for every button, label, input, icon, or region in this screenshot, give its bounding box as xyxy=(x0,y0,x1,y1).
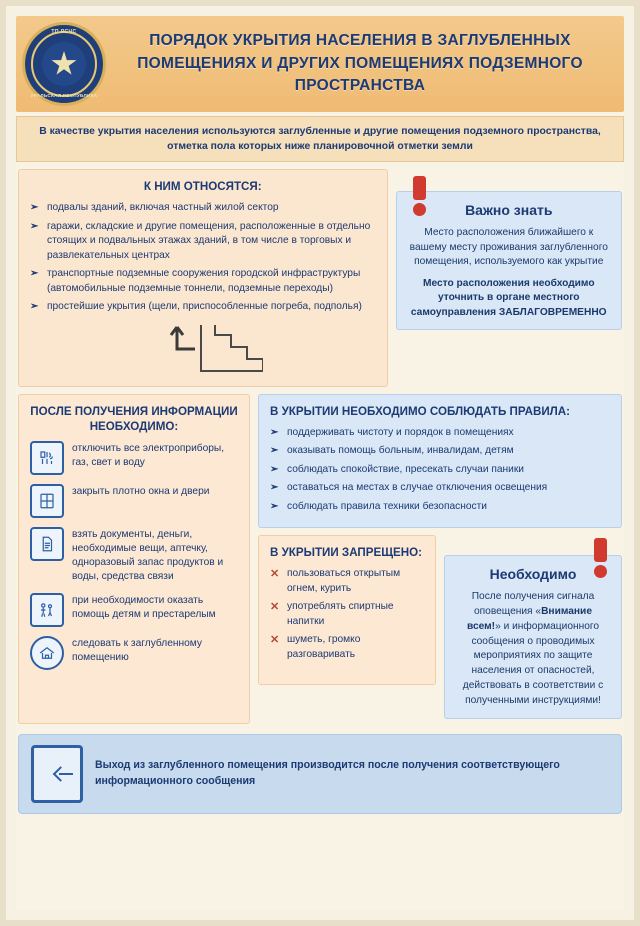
list-item-label: шуметь, громко разговаривать xyxy=(287,634,361,660)
list-item xyxy=(270,500,610,514)
forbidden-title: В УКРЫТИИ ЗАПРЕЩЕНО: xyxy=(270,546,423,560)
list-item-label: простейшие укрытия (щели, приспособленные погреба, подполья) xyxy=(47,301,362,313)
list-item xyxy=(30,300,376,314)
exclamation-icon xyxy=(411,176,429,216)
important-card xyxy=(396,191,622,330)
bullet-arrow-icon: ➢ xyxy=(30,301,39,313)
window-door-icon xyxy=(30,484,64,518)
star-icon xyxy=(51,51,77,77)
list-item xyxy=(30,593,238,627)
list-item-label: гаражи, складские и другие помещения, расположенные в отдельно стоящих и подвальных этажах зданий, в том числе в торговых и развлекательных центрах xyxy=(47,220,371,261)
necessary-text-after: » и информационного сообщения о проводимых мероприятиях по защите населения от опасностей, действовать в соответствии с полученными инструкциями! xyxy=(462,620,604,706)
cross-icon: ✕ xyxy=(270,634,280,647)
bullet-arrow-icon: ➢ xyxy=(270,500,279,512)
emblem-bottom-text: УРАЛЬСКАЯ РЕСПУБЛИКА xyxy=(30,93,98,98)
subtitle-banner: В качестве укрытия населения используются заглубленные и другие помещения подземного пространства, отметка пола которых ниже планировочной отметки земли xyxy=(16,116,624,162)
list-item xyxy=(30,441,238,475)
list-item xyxy=(270,600,424,629)
list-item xyxy=(30,220,376,263)
page-title: ПОРЯДОК УКРЫТИЯ НАСЕЛЕНИЯ В ЗАГЛУБЛЕННЫХ ПОМЕЩЕНИЯХ И ДРУГИХ ПОМЕЩЕНИЯХ ПОДЗЕМНОГО ПРОСТРАНСТВА xyxy=(137,32,583,95)
rules-list xyxy=(270,426,610,514)
important-text: Место расположения ближайшего к вашему месту проживания заглубленного помещения, используемого как укрытие xyxy=(409,227,608,268)
list-item-label: отключить все электроприборы, газ, свет и воду xyxy=(72,442,225,468)
emblem-icon xyxy=(22,22,106,106)
list-item xyxy=(270,444,610,458)
after-info-card xyxy=(18,394,250,724)
list-item-label: взять документы, деньги, необходимые вещи, аптечку, одноразовый запас продуктов и воды, средства связи xyxy=(72,528,224,582)
bullet-arrow-icon: ➢ xyxy=(270,463,279,475)
list-item-label: транспортные подземные сооружения городской инфраструктуры (автомобильные подземные тоннели, подземные переходы) xyxy=(47,268,361,294)
forbidden-list xyxy=(270,567,424,662)
list-item-label: следовать к заглубленному помещению xyxy=(72,638,203,664)
list-item xyxy=(270,633,424,662)
list-item xyxy=(30,201,376,215)
list-item xyxy=(270,426,610,440)
important-bold-text: Место расположения необходимо уточнить в органе местного самоуправления ЗАБЛАГОВРЕМЕННО xyxy=(410,277,607,318)
necessary-card xyxy=(444,555,622,718)
list-item-label: пользоваться открытым огнем, курить xyxy=(287,568,401,594)
bullet-arrow-icon: ➢ xyxy=(30,220,39,232)
emblem-top-text: ТП РСЧС xyxy=(51,29,77,35)
list-item xyxy=(30,267,376,296)
help-people-icon xyxy=(30,593,64,627)
forbidden-card xyxy=(258,535,436,685)
bullet-arrow-icon: ➢ xyxy=(270,426,279,438)
necessary-text xyxy=(456,590,610,708)
list-item-label: соблюдать правила техники безопасности xyxy=(287,500,487,512)
list-item xyxy=(30,527,238,584)
bullet-arrow-icon: ➢ xyxy=(270,445,279,457)
list-item-label: подвалы зданий, включая частный жилой сектор xyxy=(47,202,279,214)
documents-icon xyxy=(30,527,64,561)
bullet-arrow-icon: ➢ xyxy=(30,268,39,280)
list-item-label: поддерживать чистоту и порядок в помещениях xyxy=(287,426,514,438)
poster-inner xyxy=(16,16,624,910)
list-item-label: употреблять спиртные напитки xyxy=(287,601,394,627)
poster-header xyxy=(16,16,624,112)
after-info-list xyxy=(30,441,238,670)
stairs-icon xyxy=(30,319,376,377)
row-top xyxy=(16,169,624,386)
list-item xyxy=(270,481,610,495)
list-item xyxy=(30,636,238,670)
list-item-label: соблюдать спокойствие, пресекать случаи паники xyxy=(287,463,525,475)
rules-title: В УКРЫТИИ НЕОБХОДИМО СОБЛЮДАТЬ ПРАВИЛА: xyxy=(270,404,571,418)
necessary-title: Необходимо xyxy=(489,566,577,583)
list-item-label: закрыть плотно окна и двери xyxy=(72,485,210,497)
included-title: К НИМ ОТНОСЯТСЯ: xyxy=(143,180,262,194)
list-item-label: оставаться на местах в случае отключения освещения xyxy=(287,482,548,494)
exclamation-icon xyxy=(591,538,609,578)
row-bottom xyxy=(258,535,622,718)
after-info-title: ПОСЛЕ ПОЛУЧЕНИЯ ИНФОРМАЦИИ НЕОБХОДИМО: xyxy=(30,404,238,433)
list-item xyxy=(270,463,610,477)
shelter-icon xyxy=(30,636,64,670)
cross-icon: ✕ xyxy=(270,568,280,581)
footer-text: Выход из заглубленного помещения производится после получения соответствующего информационного сообщения xyxy=(95,759,560,787)
power-water-icon xyxy=(30,441,64,475)
exit-door-icon xyxy=(31,745,83,803)
included-list xyxy=(30,201,376,314)
important-title: Важно знать xyxy=(465,202,553,219)
row-middle xyxy=(16,394,624,724)
list-item-label: при необходимости оказать помощь детям и престарелым xyxy=(72,595,216,621)
footer-banner xyxy=(18,734,622,814)
list-item xyxy=(270,567,424,596)
necessary-bold: Внимание всем! xyxy=(466,606,592,632)
list-item xyxy=(30,484,238,518)
included-card xyxy=(18,169,388,386)
necessary-text-before: После получения сигнала оповещения « xyxy=(471,591,595,618)
cross-icon: ✕ xyxy=(270,601,280,614)
bullet-arrow-icon: ➢ xyxy=(270,482,279,494)
rules-card xyxy=(258,394,622,528)
list-item-label: оказывать помощь больным, инвалидам, детям xyxy=(287,445,514,457)
bullet-arrow-icon: ➢ xyxy=(30,202,39,214)
